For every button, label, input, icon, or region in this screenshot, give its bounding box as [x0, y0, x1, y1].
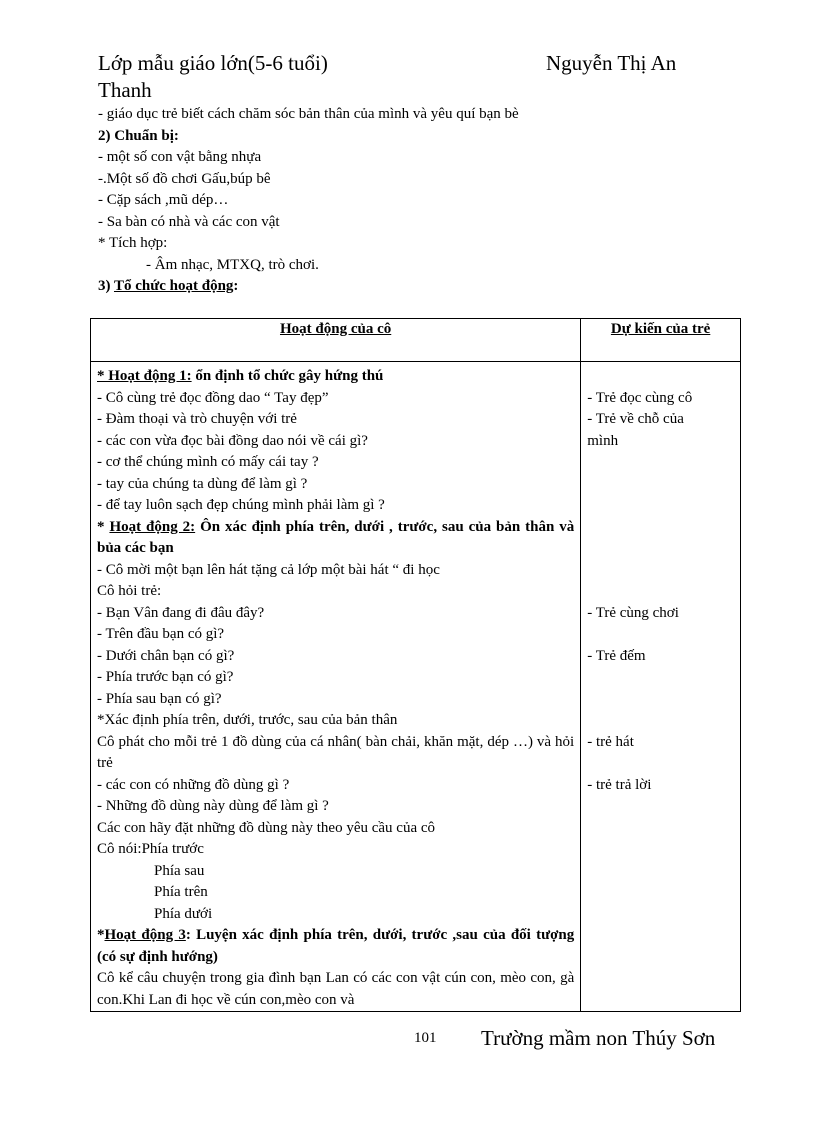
org-heading: Tổ chức hoạt động: [113, 278, 234, 294]
activity2-heading: [97, 517, 574, 560]
activity-paragraph: Cô kể câu chuyện trong gia đình bạn Lan có các con vật cún con, mèo con, gà con.Khi Lan đi học về cún con,mèo con và: [97, 970, 575, 1008]
activity-line: - Cô mời một bạn lên hát tặng cả lớp một bài hát “ đi học: [97, 561, 440, 578]
child-response: - trẻ hát: [587, 733, 634, 750]
prep-item: - Sa bàn có nhà và các con vật: [98, 213, 280, 230]
class-name: Lớp mẫu giáo lớn(5-6 tuổi): [98, 51, 328, 75]
activity-line: - các con vừa đọc bài đồng dao nói về cái gì?: [97, 432, 368, 449]
child-response: - Trẻ đọc cùng cô: [587, 389, 693, 406]
direction-line: Phía trên: [154, 884, 208, 900]
activity-line: Cô hỏi trẻ:: [97, 583, 162, 599]
page-number: 101: [414, 1030, 437, 1046]
table-body-row: [91, 362, 741, 1012]
teacher-name: Nguyễn Thị An: [546, 51, 677, 75]
activity-line: - Bạn Vân đang đi đâu đây?: [97, 604, 265, 621]
activity-line: - Những đồ dùng này dùng để làm gì ?: [97, 798, 329, 814]
intro-section: [98, 104, 738, 298]
activity-line: - Cô cùng trẻ đọc đồng dao “ Tay đẹp”: [97, 389, 329, 406]
activity-line: - các con có những đồ dùng gì ?: [97, 776, 290, 793]
activity2-title: Hoạt động 2:: [109, 518, 196, 535]
activity3-title: Hoạt động 3: [104, 927, 186, 943]
table-header-row: [91, 319, 741, 362]
prep-heading: 2) Chuẩn bị:: [98, 127, 179, 144]
col-header-teacher: Hoạt động của cô: [91, 319, 581, 362]
activity1-title: * Hoạt động 1:: [97, 368, 192, 384]
org-heading-line: [98, 276, 738, 298]
col-header-children: Dự kiến của trẻ: [581, 319, 741, 362]
activity2-desc: Ôn xác định phía trên, dưới , trước, sau của bản thân và bủa các bạn: [97, 518, 575, 556]
teacher-name-continued: Thanh: [98, 78, 152, 102]
activity-paragraph: Cô phát cho mỗi trẻ 1 đồ dùng của cá nhân( bàn chải, khăn mặt, dép …) và hỏi trẻ: [97, 733, 575, 771]
activity3-heading: [97, 925, 574, 968]
activity1-desc: ổn định tổ chức gây hứng thú: [191, 368, 384, 384]
integration-items: - Âm nhạc, MTXQ, trò chơi.: [146, 256, 319, 273]
child-response: - Trẻ đếm: [587, 647, 646, 664]
activity-line: - tay của chúng ta dùng để làm gì ?: [97, 475, 308, 492]
prep-item: - một số con vật bằng nhựa: [98, 149, 262, 165]
activity-line: Các con hãy đặt những đồ dùng này theo yêu cầu của cô: [97, 819, 436, 836]
activity-line: - để tay luôn sạch đẹp chúng mình phải làm gì ?: [97, 497, 385, 513]
activity2-prefix: *: [97, 518, 110, 535]
direction-line: Phía sau: [154, 862, 205, 879]
activity-line: Cô nói:Phía trước: [97, 841, 204, 857]
org-colon: :: [233, 278, 239, 294]
prep-item: -.Một số đồ chơi Gấu,búp bê: [98, 170, 271, 187]
child-response: - trẻ trả lời: [587, 776, 652, 793]
teacher-activities-cell: [91, 362, 581, 1012]
activity-line: - Phía sau bạn có gì?: [97, 690, 222, 707]
child-response: - Trẻ về chỗ của: [587, 411, 684, 427]
activity-line: - Dưới chân bạn có gì?: [97, 647, 235, 664]
activity-line: - Phía trước bạn có gì?: [97, 669, 234, 685]
org-number: 3): [98, 278, 114, 294]
activity-line: - cơ thể chúng mình có mấy cái tay ?: [97, 454, 319, 470]
activity3-prefix: *: [97, 927, 105, 943]
activity-line: - Trên đầu bạn có gì?: [97, 626, 225, 642]
school-name: Trường mầm non Thúy Sơn: [481, 1026, 716, 1050]
children-responses-cell: [581, 362, 741, 1012]
activity-line: *Xác định phía trên, dưới, trước, sau của bản thân: [97, 712, 398, 728]
activity3-desc: : Luyện xác định phía trên, dưới, trước ,sau của đối tượng (có sự định hướng): [97, 927, 575, 965]
prep-item: - Cặp sách ,mũ dép…: [98, 192, 229, 208]
direction-line: Phía dưới: [154, 905, 213, 922]
goal-line: - giáo dục trẻ biết cách chăm sóc bản thân của mình và yêu quí bạn bè: [98, 106, 519, 122]
child-response: mình: [587, 432, 619, 449]
child-response: - Trẻ cùng chơi: [587, 604, 679, 621]
integration-label: * Tích hợp:: [98, 235, 168, 251]
activity-line: - Đàm thoại và trò chuyện với trẻ: [97, 411, 297, 427]
activity1-heading: [97, 366, 574, 388]
activity-table: [90, 318, 741, 1012]
